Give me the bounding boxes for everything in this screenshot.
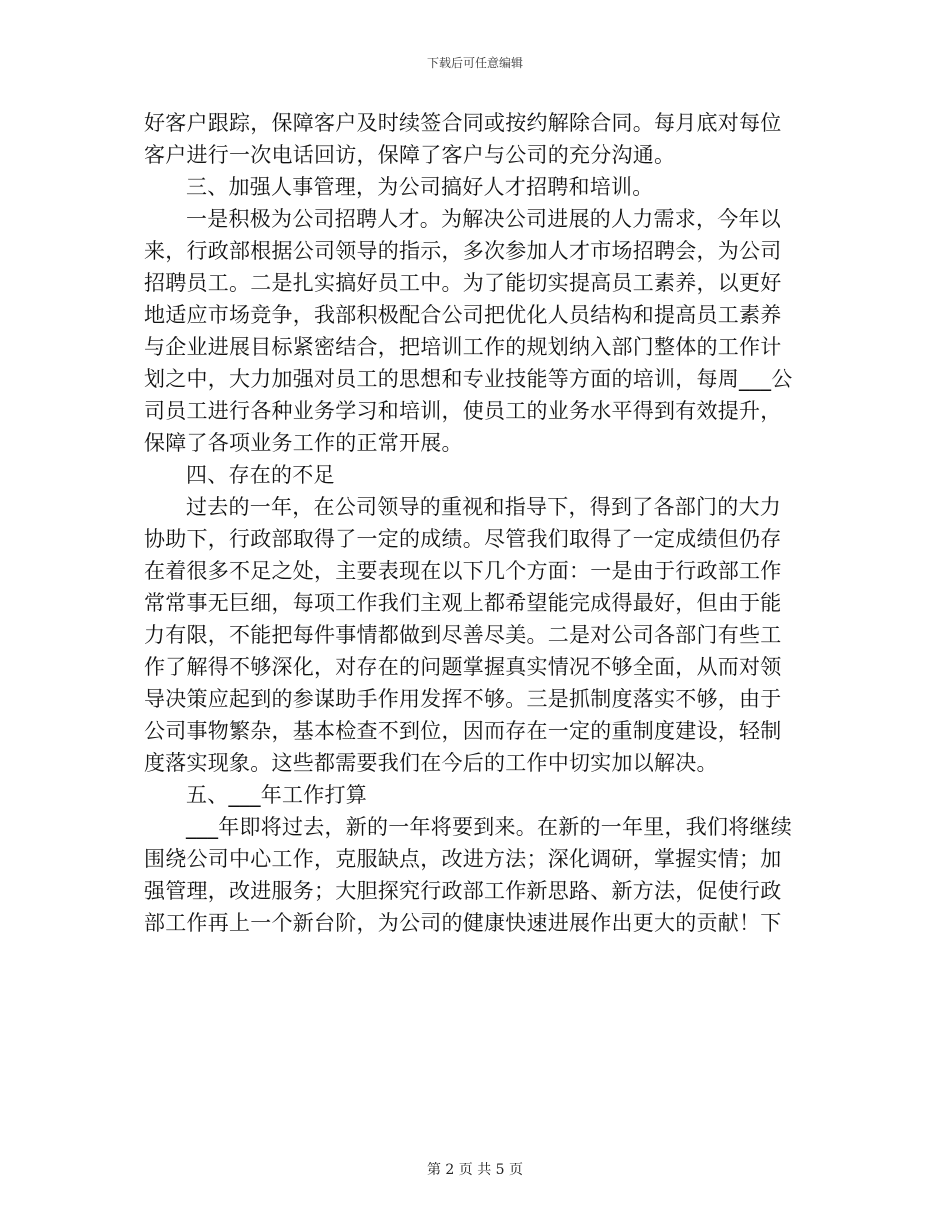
body-line-10: 司员工进行各种业务学习和培训，使员工的业务水平得到有效提升， (144, 399, 782, 423)
page-footer: 第 2 页 共 5 页 (426, 1162, 524, 1178)
body-line-9: 划之中，大力加强对员工的思想和专业技能等方面的培训，每周___公 (144, 367, 793, 391)
body-line-12: 四、存在的不足 (186, 463, 335, 487)
body-line-7: 地适应市场竞争，我部积极配合公司把优化人员结构和提高员工素养 (144, 303, 782, 327)
body-line-25: 强管理，改进服务；大胆探究行政部工作新思路、新方法，促使行政 (144, 879, 782, 903)
header-note: 下载后可任意编辑 (426, 56, 523, 70)
body-line-11: 保障了各项业务工作的正常开展。 (144, 431, 463, 455)
body-line-17: 力有限，不能把每件事情都做到尽善尽美。二是对公司各部门有些工 (144, 623, 782, 647)
document-body (144, 107, 804, 939)
body-line-1: 好客户跟踪，保障客户及时续签合同或按约解除合同。每月底对每位 (144, 111, 782, 135)
body-line-23: ___年即将过去，新的一年将要到来。在新的一年里，我们将继续 (186, 815, 792, 839)
body-line-14: 协助下，行政部取得了一定的成绩。尽管我们取得了一定成绩但仍存 (144, 527, 782, 551)
body-line-13: 过去的一年，在公司领导的重视和指导下，得到了各部门的大力 (186, 495, 781, 519)
body-line-5: 来，行政部根据公司领导的指示，多次参加人才市场招聘会，为公司 (144, 239, 782, 263)
body-line-26: 部工作再上一个新台阶，为公司的健康快速进展作出更大的贡献！下 (144, 911, 782, 935)
body-line-3: 三、加强人事管理，为公司搞好人才招聘和培训。 (186, 175, 654, 199)
body-line-4: 一是积极为公司招聘人才。为解决公司进展的人力需求，今年以 (186, 207, 781, 231)
body-line-16: 常常事无巨细，每项工作我们主观上都希望能完成得最好，但由于能 (144, 591, 782, 615)
body-line-2: 客户进行一次电话回访，保障了客户与公司的充分沟通。 (144, 143, 676, 167)
body-line-20: 公司事物繁杂，基本检查不到位，因而存在一定的重制度建设，轻制 (144, 719, 782, 743)
body-line-22: 五、___年工作打算 (186, 783, 367, 807)
body-line-24: 围绕公司中心工作，克服缺点，改进方法；深化调研，掌握实情；加 (144, 847, 782, 871)
body-line-6: 招聘员工。二是扎实搞好员工中。为了能切实提高员工素养，以更好 (144, 271, 782, 295)
body-line-8: 与企业进展目标紧密结合，把培训工作的规划纳入部门整体的工作计 (144, 335, 782, 359)
body-line-19: 导决策应起到的参谋助手作用发挥不够。三是抓制度落实不够，由于 (144, 687, 782, 711)
body-line-15: 在着很多不足之处，主要表现在以下几个方面：一是由于行政部工作 (144, 559, 782, 583)
body-line-21: 度落实现象。这些都需要我们在今后的工作中切实加以解决。 (144, 751, 718, 775)
body-line-18: 作了解得不够深化，对存在的问题掌握真实情况不够全面，从而对领 (144, 655, 782, 679)
